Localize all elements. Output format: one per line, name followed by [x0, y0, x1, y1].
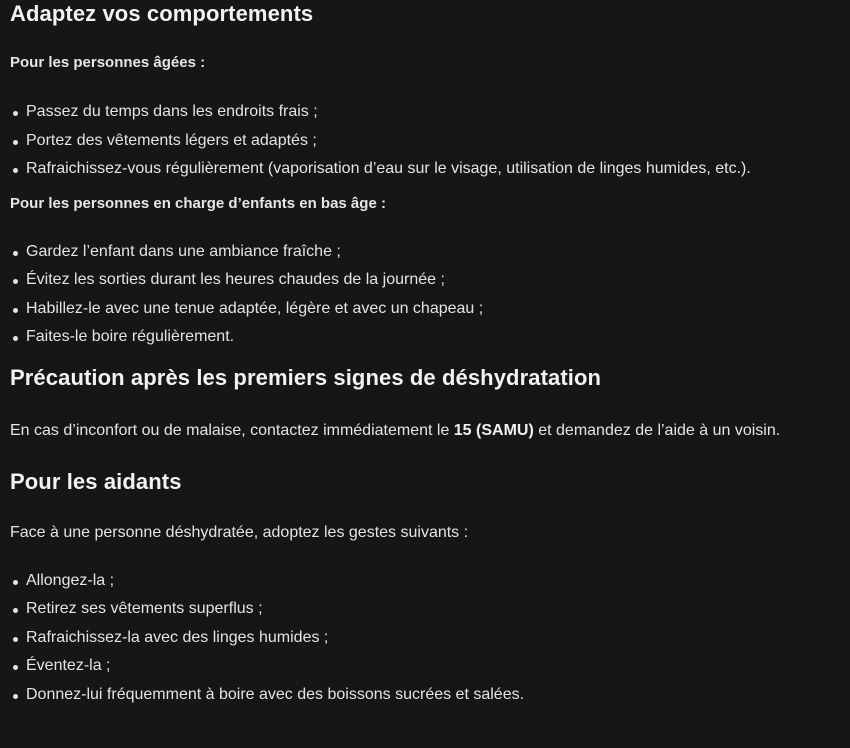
- list-item: Évitez les sorties durant les heures chaudes de la journée ;: [10, 266, 840, 295]
- precaution-text-before: En cas d’inconfort ou de malaise, contactez immédiatement le: [10, 421, 454, 439]
- list-item: Éventez-la ;: [10, 652, 840, 681]
- precaution-text-after: et demandez de l’aide à un voisin.: [533, 421, 781, 439]
- children-heading: Pour les personnes en charge d’enfants en bas âge :: [10, 194, 386, 212]
- list-item: Allongez-la ;: [10, 567, 840, 596]
- elderly-list: [10, 98, 840, 184]
- page-content: [10, 0, 840, 709]
- list-item: Donnez-lui fréquemment à boire avec des boissons sucrées et salées.: [10, 681, 840, 710]
- emergency-number: 15 (SAMU): [453, 421, 534, 439]
- precaution-paragraph: [10, 419, 840, 443]
- children-list: [10, 238, 840, 352]
- section-title-caregivers: Pour les aidants: [10, 468, 182, 494]
- list-item: Retirez ses vêtements superflus ;: [10, 595, 840, 624]
- list-item: Rafraichissez-vous régulièrement (vaporisation d’eau sur le visage, utilisation de linges humides, etc.).: [10, 155, 840, 184]
- caregivers-list: [10, 567, 840, 710]
- list-item: Habillez-le avec une tenue adaptée, légère et avec un chapeau ;: [10, 295, 840, 324]
- elderly-heading: Pour les personnes âgées :: [10, 54, 206, 71]
- list-item: Passez du temps dans les endroits frais ;: [10, 98, 840, 127]
- caregivers-intro: Face à une personne déshydratée, adoptez les gestes suivants :: [10, 523, 469, 541]
- section-title-adapt-behaviors: Adaptez vos comportements: [10, 1, 314, 26]
- section-title-precaution: Précaution après les premiers signes de déshydratation: [10, 364, 602, 390]
- list-item: Gardez l’enfant dans une ambiance fraîche ;: [10, 238, 840, 267]
- list-item: Rafraichissez-la avec des linges humides ;: [10, 624, 840, 653]
- list-item: Faites-le boire régulièrement.: [10, 323, 840, 352]
- list-item: Portez des vêtements légers et adaptés ;: [10, 127, 840, 156]
